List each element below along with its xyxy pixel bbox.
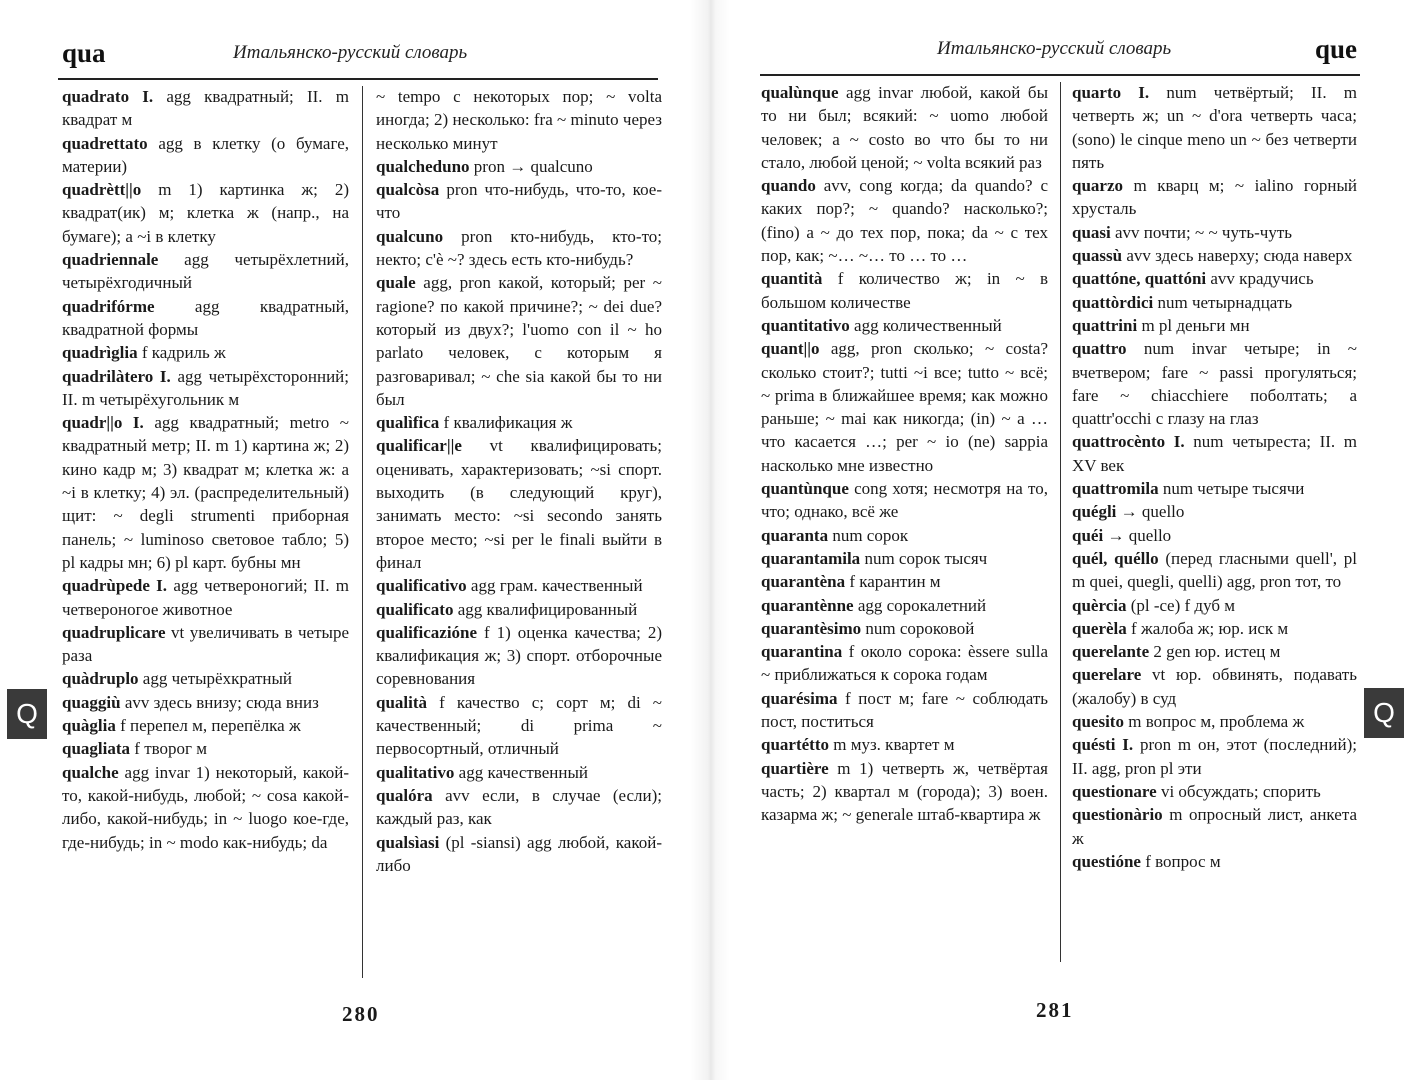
entry-headword: quadrilàtero I. xyxy=(62,366,171,386)
entry-definition: vt юр. обвинять, подавать (жалобу) в суд xyxy=(1072,665,1357,708)
entry-definition: agg, pron сколько; ~ costa? сколько стоит?; tutti ~i все; tutto ~ всё; ~ prima в ближайшее время; как можно раньше; ~ mai как никогда; (in) ~ a … что касается …; per ~ io (ne) sappia насколько мне известно xyxy=(761,339,1048,475)
dictionary-entry xyxy=(761,267,1048,314)
entry-definition: f вопрос м xyxy=(1140,851,1221,871)
thumb-index-tab-right[interactable]: Q xyxy=(1364,688,1404,738)
entry-definition: f жалоба ж; юр. иск м xyxy=(1126,618,1289,638)
dictionary-entry xyxy=(761,547,1048,570)
entry-headword: qualità xyxy=(376,692,428,712)
entry-definition: m вопрос м, проблема ж xyxy=(1123,712,1305,732)
dictionary-entry xyxy=(1072,221,1357,244)
right-column-1 xyxy=(761,81,1048,827)
entry-headword: questionàrio xyxy=(1072,805,1163,825)
entry-headword: quadrìglia xyxy=(62,343,138,363)
dictionary-entry xyxy=(376,598,662,621)
entry-headword: quésti I. xyxy=(1072,735,1134,755)
entry-headword: qualcuno xyxy=(376,226,444,246)
entry-definition: (перед гласными quell', pl m quei, quegli, quelli) agg, pron тот, то xyxy=(1072,548,1357,592)
entry-definition: f пост м; fare ~ соблюдать пост, поститься xyxy=(761,688,1048,732)
entry-headword: quégli xyxy=(1072,502,1117,522)
entry-headword: qualùnque xyxy=(761,83,839,102)
entry-headword: quattòrdici xyxy=(1072,292,1154,312)
column-divider-left xyxy=(362,86,363,978)
entry-headword: quarésima xyxy=(761,688,838,708)
entry-headword: querèla xyxy=(1072,618,1127,638)
entry-headword: quàdruplo xyxy=(62,669,139,689)
entry-definition: vi обсуждать; спорить xyxy=(1156,781,1321,801)
dictionary-entry xyxy=(1072,803,1357,850)
entry-definition: f перепел м, перепёлка ж xyxy=(115,716,301,736)
entry-headword: quarantamila xyxy=(761,548,861,568)
entry-definition: num четыреста; II. m XV век xyxy=(1072,432,1357,475)
entry-headword: qualcheduno xyxy=(376,156,470,176)
entry-definition: num invar четыре; in ~ вчетвером; fare ~ passi прогуляться; fare ~ chiacchiere поболтать; a quattr'occhi с глазу на глаз xyxy=(1072,339,1357,429)
entry-definition: → quello xyxy=(1116,502,1185,522)
entry-headword: quadriennale xyxy=(62,250,159,270)
entry-definition: agg качественный xyxy=(454,762,588,782)
entry-definition: m pl деньги мн xyxy=(1137,315,1250,335)
entry-definition: agg квадратный; II. m квадрат м xyxy=(62,87,349,130)
entry-definition: f кадриль ж xyxy=(137,343,226,363)
entry-definition: pron → qualcuno xyxy=(469,156,593,176)
dictionary-entry xyxy=(62,737,349,760)
dictionary-entry xyxy=(62,714,349,737)
entry-definition: num сорок тысяч xyxy=(860,548,988,568)
dictionary-entry xyxy=(376,178,662,225)
entry-headword: qualificar||e xyxy=(376,436,462,456)
entry-definition: num четырнадцать xyxy=(1153,292,1293,312)
entry-headword: quaranta xyxy=(761,525,829,545)
dictionary-entry xyxy=(761,640,1048,687)
entry-definition: f 1) оценка качества; 2) квалификация ж; 3) спорт. отборочные соревнования xyxy=(376,622,662,689)
entry-definition: f карантин м xyxy=(845,572,941,592)
entry-headword: quadrato I. xyxy=(62,87,154,106)
entry-headword: quagliata xyxy=(62,739,131,759)
entry-headword: quattóne, quattóni xyxy=(1072,269,1207,289)
dictionary-entry xyxy=(1072,267,1357,290)
entry-headword: quattrini xyxy=(1072,315,1138,335)
column-divider-right xyxy=(1060,82,1061,962)
entry-definition: f качество с; сорт м; di ~ качественный; di prima ~ первосортный, отличный xyxy=(376,692,662,759)
entry-headword: quél, quéllo xyxy=(1072,548,1159,568)
entry-headword: quattromila xyxy=(1072,479,1159,499)
entry-headword: quartétto xyxy=(761,735,829,755)
entry-headword: quant||o xyxy=(761,339,820,359)
entry-definition: avv здесь внизу; сюда вниз xyxy=(120,692,319,712)
entry-headword: quando xyxy=(761,176,816,196)
dictionary-entry xyxy=(376,831,662,878)
entry-definition: m 1) картинка ж; 2) квадрат(ик) м; клетка ж (напр., на бумаге); a ~i в клетку xyxy=(62,180,349,246)
dictionary-entry xyxy=(1072,617,1357,640)
thumb-index-tab-left[interactable]: Q xyxy=(7,689,47,739)
header-rule-left xyxy=(58,78,658,80)
entry-definition: agg сорокалетний xyxy=(853,595,987,615)
dictionary-entry xyxy=(1072,640,1357,663)
running-title-right: Итальянско-русский словарь xyxy=(937,38,1172,59)
entry-definition: avv почти; ~ ~ чуть-чуть xyxy=(1110,222,1293,242)
entry-definition: f квалификация ж xyxy=(439,413,573,433)
page-number-right: 281 xyxy=(1036,998,1074,1022)
entry-definition: agg invar любой, какой бы то ни был; всякий: ~ uomo любой человек; a ~ costo во что бы то ни стало, любой ценой; ~ volta всякий раз xyxy=(761,83,1048,172)
entry-headword: questionare xyxy=(1072,781,1157,801)
entry-headword: quadrùpede I. xyxy=(62,576,168,596)
entry-definition: cong хотя; несмотря на то, что; однако, всё же xyxy=(761,479,1048,522)
entry-definition: num четыре тысячи xyxy=(1158,479,1305,499)
dictionary-entry xyxy=(62,621,349,668)
dictionary-entry xyxy=(62,341,349,364)
dictionary-entry xyxy=(376,85,662,155)
entry-headword: quantitativo xyxy=(761,315,850,335)
dictionary-entry xyxy=(761,337,1048,477)
dictionary-entry xyxy=(62,248,349,295)
dictionary-entry xyxy=(376,761,662,784)
dictionary-entry xyxy=(761,174,1048,267)
dictionary-entry xyxy=(376,225,662,272)
entry-headword: quesito xyxy=(1072,712,1124,732)
dictionary-entry xyxy=(62,761,349,854)
entry-definition: 2 gen юр. истец м xyxy=(1149,642,1281,662)
dictionary-entry xyxy=(761,687,1048,734)
entry-definition: agg четырёхлетний, четырёхгодичный xyxy=(62,250,349,293)
entry-definition: pron что-нибудь, что-то, кое-что xyxy=(376,180,662,223)
entry-definition: avv здесь наверху; сюда наверх xyxy=(1122,246,1353,266)
dictionary-entry xyxy=(1072,244,1357,267)
entry-definition: agg квадратный; metro ~ квадратный метр; II. m 1) картина ж; 2) кино кадр м; 3) квадрат м; клетка ж: a ~i в клетку; 4) эл. (распределительный) щит: ~ degli strumenti приборная панель; ~ luminoso световое табло; 5) pl кадры мн; 6) pl карт. бубны мн xyxy=(62,413,350,572)
entry-definition: (pl -siansi) agg любой, какой-либо xyxy=(376,832,662,875)
entry-headword: quassù xyxy=(1072,246,1123,266)
entry-definition: num сорок xyxy=(828,525,909,545)
entry-definition: m кварц м; ~ ialino горный хрусталь xyxy=(1072,176,1357,219)
entry-definition: ~ tempo с некоторых пор; ~ volta иногда; 2) несколько: fra ~ minuto через несколько минут xyxy=(376,87,662,153)
entry-definition: agg грам. качественный xyxy=(466,576,643,596)
entry-headword: qualche xyxy=(62,762,119,782)
dictionary-entry xyxy=(376,784,662,831)
entry-definition: agg, pron какой, который; per ~ ragione? по какой причине?; ~ dei due? который из двух?; l'uomo con il ~ ho parlato человек, с которым я разговаривал; ~ che sia какой бы то ни был xyxy=(376,273,662,409)
left-column-1 xyxy=(62,85,349,854)
entry-definition: pron m он, этот (последний); II. agg, pron pl эти xyxy=(1072,735,1357,778)
entry-headword: qualìfica xyxy=(376,413,440,433)
entry-headword: quadrettato xyxy=(62,133,148,153)
dictionary-entry xyxy=(376,411,662,434)
dictionary-entry xyxy=(62,178,349,248)
dictionary-entry xyxy=(761,617,1048,640)
entry-definition: → quello xyxy=(1103,525,1172,545)
entry-headword: quadrifórme xyxy=(62,296,155,316)
entry-headword: quadr||o I. xyxy=(62,413,144,433)
dictionary-entry xyxy=(376,574,662,597)
entry-headword: quantità xyxy=(761,269,823,289)
dictionary-entry xyxy=(1072,594,1357,617)
entry-definition: f творог м xyxy=(130,739,208,759)
dictionary-entry xyxy=(761,594,1048,617)
dictionary-entry xyxy=(761,477,1048,524)
entry-headword: questióne xyxy=(1072,851,1141,871)
dictionary-entry xyxy=(62,667,349,690)
dictionary-entry xyxy=(1072,850,1357,873)
dictionary-entry xyxy=(376,271,662,411)
running-title-left: Итальянско-русский словарь xyxy=(233,42,468,63)
entry-definition: f количество ж; in ~ в большом количестве xyxy=(761,269,1048,312)
entry-definition: agg количественный xyxy=(849,315,1002,335)
dictionary-entry xyxy=(1072,780,1357,803)
right-column-2 xyxy=(1072,81,1357,873)
dictionary-entry xyxy=(62,691,349,714)
entry-headword: qualificato xyxy=(376,599,454,619)
entry-headword: quattrocènto I. xyxy=(1072,432,1185,452)
entry-headword: quarantènne xyxy=(761,595,854,615)
entry-definition: (pl -ce) f дуб м xyxy=(1126,595,1236,615)
entry-headword: quarto I. xyxy=(1072,83,1150,102)
dictionary-entry xyxy=(1072,337,1357,430)
dictionary-entry xyxy=(376,621,662,691)
dictionary-entry xyxy=(1072,81,1357,174)
guide-word-left: qua xyxy=(62,38,106,68)
dictionary-entry xyxy=(376,691,662,761)
dictionary-entry xyxy=(1072,547,1357,594)
entry-definition: m 1) четверть ж, четвёртая часть; 2) квартал м (города); 3) воен. казарма ж; ~ generale штаб-квартира ж xyxy=(761,758,1048,825)
dictionary-entry xyxy=(761,524,1048,547)
entry-headword: quarantèna xyxy=(761,572,846,592)
entry-definition: m опросный лист, анкета ж xyxy=(1072,805,1357,848)
entry-definition: agg квадратный, квадратной формы xyxy=(62,296,349,339)
dictionary-entry xyxy=(1072,477,1357,500)
entry-headword: quéi xyxy=(1072,525,1104,545)
entry-definition: num сороковой xyxy=(861,618,975,638)
entry-definition: num четвёртый; II. m четверть ж; un ~ d'ora четверть часа; (sono) le cinque meno un ~ без четверти пять xyxy=(1072,83,1357,172)
entry-definition: agg четырёхкратный xyxy=(138,669,292,689)
entry-headword: qualitativo xyxy=(376,762,455,782)
entry-definition: agg в клетку (о бумаге, материи) xyxy=(62,133,349,176)
entry-definition: agg invar 1) некоторый, какой-то, какой-нибудь, любой; ~ cosa какой-либо, какой-нибудь; in ~ luogo кое-где, где-нибудь; in ~ modo как-нибудь; da xyxy=(62,762,349,852)
dictionary-entry xyxy=(1072,663,1357,710)
dictionary-entry xyxy=(1072,314,1357,337)
entry-headword: quartière xyxy=(761,758,829,778)
entry-definition: avv если, в случае (если); каждый раз, как xyxy=(376,785,662,829)
dictionary-entry xyxy=(761,81,1048,174)
dictionary-entry xyxy=(376,434,662,574)
entry-definition: vt увеличивать в четыре раза xyxy=(62,622,349,666)
dictionary-entry xyxy=(1072,430,1357,477)
entry-definition: avv, cong когда; da quando? с каких пор?; ~ quando? насколько?; (fino) a ~ до тех пор, пока; da ~ с тех пор, как; ~… ~… то … то … xyxy=(761,176,1048,266)
left-column-2 xyxy=(376,85,662,877)
entry-headword: quèrcia xyxy=(1072,595,1127,615)
dictionary-entry xyxy=(761,733,1048,756)
dictionary-entry xyxy=(62,365,349,412)
dictionary-entry xyxy=(376,155,662,178)
dictionary-entry xyxy=(1072,500,1357,523)
entry-definition: vt квалифицировать; оценивать, характеризовать; ~si спорт. выходить (в следующий круг), занимать место: ~si secondo занять второе место; ~si per le finali выйти в финал xyxy=(376,436,662,572)
entry-headword: qualóra xyxy=(376,785,433,805)
entry-headword: quarantèsimo xyxy=(761,618,862,638)
entry-headword: quasi xyxy=(1072,222,1111,242)
entry-definition: m муз. квартет м xyxy=(828,735,955,755)
entry-headword: qualificazióne xyxy=(376,622,478,642)
dictionary-entry xyxy=(62,574,349,621)
entry-headword: querelante xyxy=(1072,642,1150,662)
entry-headword: quantùnque xyxy=(761,479,849,499)
page-number-left: 280 xyxy=(342,1002,380,1026)
entry-definition: agg квалифицированный xyxy=(453,599,638,619)
dictionary-entry xyxy=(62,85,349,132)
entry-definition: agg четырёхсторонний; II. m четырёхугольник м xyxy=(62,366,349,409)
entry-headword: quadruplicare xyxy=(62,622,166,642)
entry-headword: quattro xyxy=(1072,339,1127,359)
dictionary-entry xyxy=(62,411,349,574)
dictionary-entry xyxy=(62,132,349,179)
entry-definition: pron кто-нибудь, кто-то; некто; c'è ~? здесь есть кто-нибудь? xyxy=(376,226,662,270)
entry-headword: quarantina xyxy=(761,642,843,662)
entry-headword: qualsìasi xyxy=(376,832,440,852)
dictionary-entry xyxy=(1072,291,1357,314)
entry-headword: querelare xyxy=(1072,665,1142,685)
entry-headword: qualificativo xyxy=(376,576,467,596)
right-page xyxy=(705,0,1405,1080)
entry-headword: qualcòsa xyxy=(376,180,440,200)
dictionary-entry xyxy=(1072,710,1357,733)
entry-headword: quarzo xyxy=(1072,176,1123,196)
entry-definition: agg четвероногий; II. m четвероногое животное xyxy=(62,576,350,619)
entry-definition: f около сорока: èssere sulla ~ приближаться к сорока годам xyxy=(761,642,1048,685)
header-rule-right xyxy=(760,74,1360,76)
dictionary-entry xyxy=(62,295,349,342)
entry-headword: quaggiù xyxy=(62,692,121,712)
dictionary-entry xyxy=(761,314,1048,337)
guide-word-right: que xyxy=(1314,34,1357,64)
entry-headword: quàglia xyxy=(62,716,116,736)
entry-headword: quadrètt||o xyxy=(62,180,142,200)
dictionary-entry xyxy=(761,757,1048,827)
entry-headword: quale xyxy=(376,273,416,293)
dictionary-entry xyxy=(1072,174,1357,221)
dictionary-entry xyxy=(1072,524,1357,547)
dictionary-entry xyxy=(1072,733,1357,780)
dictionary-entry xyxy=(761,570,1048,593)
entry-definition: avv крадучись xyxy=(1206,269,1314,289)
